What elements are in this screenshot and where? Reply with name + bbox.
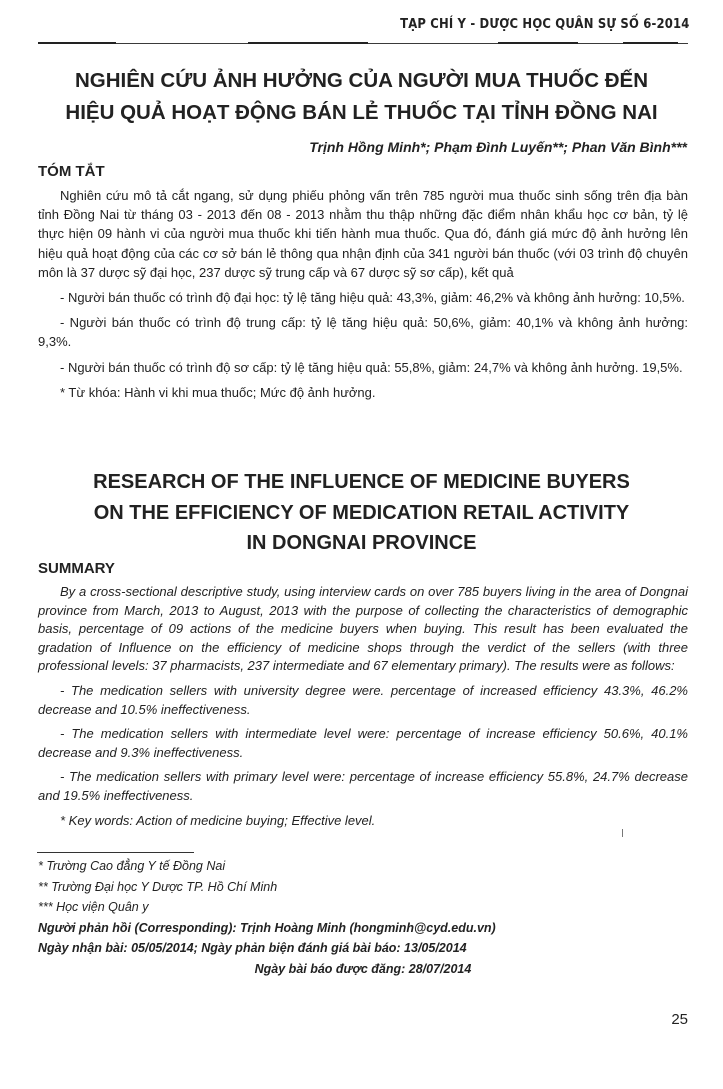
summary-result-primary: - The medication sellers with primary level were: percentage of increase efficiency 55.8%, 24.7% decrease and 19.5% ineffectiveness. (38, 769, 688, 803)
vietnamese-title (0, 65, 723, 129)
summary-result-university: - The medication sellers with university degree were. percentage of increased efficiency 43.3%, 46.2% decrease and 10.5% ineffectiveness. (38, 682, 688, 717)
authors: Trịnh Hồng Minh*; Phạm Đình Luyến**; Phan Văn Bình*** (309, 139, 687, 155)
publication-date: Ngày bài báo được đăng: 28/07/2014 (254, 961, 472, 976)
scan-artifact (622, 829, 623, 837)
abstract-paragraph: Nghiên cứu mô tả cắt ngang, sử dụng phiếu phỏng vấn trên 785 người mua thuốc sinh sống trên địa bàn tỉnh Đồng Nai từ tháng 03 - 2013 đến 08 - 2013 nhằm thu thập những đặc điểm nhân khẩu học cơ bản, tỷ lệ thực hiện 09 hành vi của người mua thuốc khi tiến hành mua thuốc. Qua đó, đánh giá mức độ ảnh hưởng lên hiệu quả hoạt động của các cơ sở bán lẻ thông qua nhận định của 341 người bán thuốc (với 03 trình độ chuyên môn là 37 dược sỹ đại học, 237 dược sỹ trung cấp và 67 dược sỹ sơ cấp), kết quả (38, 188, 688, 280)
vietnamese-title-line: HIỆU QUẢ HOẠT ĐỘNG BÁN LẺ THUỐC TẠI TỈNH ĐỒNG NAI (65, 101, 658, 124)
footnotes (38, 856, 688, 979)
vietnamese-title-line: NGHIÊN CỨU ẢNH HƯỞNG CỦA NGƯỜI MUA THUỐC ĐẾN (74, 69, 649, 92)
header-rule (38, 43, 688, 44)
abstract-heading: TÓM TẮT (38, 163, 105, 180)
header-rule-segment (498, 42, 578, 44)
english-title-line: IN DONGNAI PROVINCE (246, 532, 477, 554)
footnote-affiliation-2: ** Trường Đại học Y Dược TP. Hồ Chí Minh (38, 879, 278, 894)
page-number: 25 (671, 1011, 688, 1028)
abstract-result-primary: - Người bán thuốc có trình độ sơ cấp: tỷ lệ tăng hiệu quả: 55,8%, giảm: 24,7% và không ảnh hưởng. 19,5%. (60, 359, 683, 375)
summary-paragraph: By a cross-sectional descriptive study, using interview cards on over 785 buyers living in the area of Dongnai province from March, 2013 to August, 2013 with the purpose of collecting the characteristics of demographic basis, percentage of 09 actions of the medicine buyers when buying. This result has been evaluated the gradation of Influence on the efficiency of medicine shops through the verdict of the sellers (with three professional levels: 37 pharmacists, 237 intermediate and 67 elementary primary). The results were as follows: (38, 584, 688, 674)
footnote-affiliation-3: *** Học viện Quân y (38, 900, 149, 914)
abstract-result-university: - Người bán thuốc có trình độ đại học: tỷ lệ tăng hiệu quả: 43,3%, giảm: 46,2% và không ảnh hưởng: 10,5%. (60, 290, 685, 306)
review-dates: Ngày nhận bài: 05/05/2014; Ngày phản biện đánh giá bài báo: 13/05/2014 (38, 941, 467, 955)
header-rule-segment (248, 42, 368, 44)
summary-result-intermediate: - The medication sellers with intermediate level were: percentage of increase efficiency 50.6%, 40.1% decrease and 9.3% ineffectiveness. (38, 726, 688, 760)
english-summary (38, 583, 688, 830)
journal-header: TẠP CHÍ Y - DƯỢC HỌC QUÂN SỰ SỐ 6-2014 (399, 16, 689, 32)
vietnamese-abstract (38, 186, 688, 402)
abstract-keywords: * Từ khóa: Hành vi khi mua thuốc; Mức độ ảnh hưởng. (60, 384, 376, 400)
english-title-line: RESEARCH OF THE INFLUENCE OF MEDICINE BUYERS (93, 471, 630, 493)
footnote-rule (37, 852, 194, 853)
abstract-result-intermediate: - Người bán thuốc có trình độ trung cấp: tỷ lệ tăng hiệu quả: 50,6%, giảm: 40,1% và không ảnh hưởng: 9,3%. (38, 315, 688, 350)
corresponding-author: Người phản hồi (Corresponding): Trịnh Hoàng Minh (hongminh@cyd.edu.vn) (38, 920, 496, 935)
summary-keywords: * Key words: Action of medicine buying; Effective level. (60, 812, 376, 828)
summary-heading: SUMMARY (38, 560, 115, 577)
header-rule-segment (38, 42, 116, 44)
footnote-affiliation-1: * Trường Cao đẳng Y tế Đồng Nai (38, 859, 226, 873)
english-title-line: ON THE EFFICIENCY OF MEDICATION RETAIL ACTIVITY (93, 501, 630, 524)
header-rule-segment (623, 42, 678, 44)
english-title (0, 467, 723, 559)
